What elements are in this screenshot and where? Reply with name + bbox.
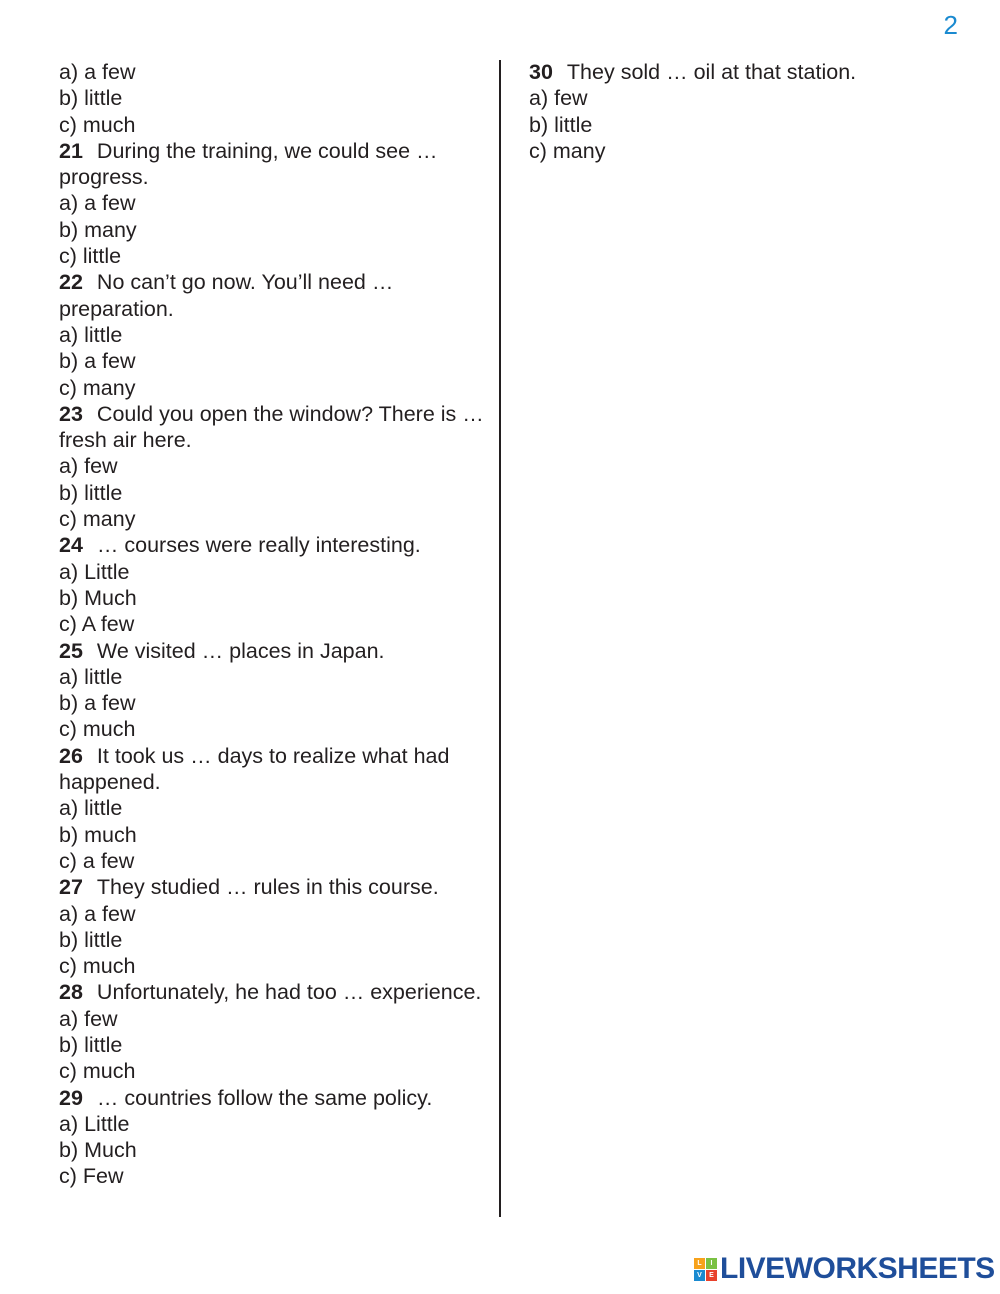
question-text: No can’t go now. You’ll need … preparation. <box>59 270 394 321</box>
question-stem <box>59 638 484 664</box>
question-27 <box>59 874 484 979</box>
question-number: 21 <box>59 138 83 163</box>
option: c) Few <box>59 1164 124 1189</box>
option: a) little <box>59 322 123 347</box>
brand-name: LIVEWORKSHEETS <box>720 1252 995 1285</box>
question-number: 24 <box>59 533 83 558</box>
question-stem <box>59 874 484 900</box>
logo-tile: I <box>706 1258 717 1269</box>
option: a) Little <box>59 559 130 584</box>
question-number: 26 <box>59 743 83 768</box>
question-text: We visited … places in Japan. <box>96 638 385 663</box>
option: a) few <box>59 1006 118 1031</box>
option: b) little <box>59 86 123 111</box>
logo-tile: E <box>706 1270 717 1281</box>
question-number: 23 <box>59 401 83 426</box>
option: a) little <box>59 796 123 821</box>
option: a) few <box>59 454 118 479</box>
option: c) many <box>529 138 606 163</box>
question-stem <box>59 532 484 558</box>
question-stem <box>59 1085 484 1111</box>
option: b) a few <box>59 691 136 716</box>
option: b) Much <box>59 1138 137 1163</box>
liveworksheets-logo-icon <box>694 1258 717 1281</box>
question-number: 22 <box>59 270 83 295</box>
option: c) many <box>59 375 136 400</box>
option: b) little <box>59 480 123 505</box>
question-29 <box>59 1085 484 1190</box>
question-25 <box>59 638 484 743</box>
right-column <box>529 59 959 164</box>
question-number: 29 <box>59 1085 83 1110</box>
question-number: 30 <box>529 60 553 84</box>
question-number: 27 <box>59 875 83 900</box>
question-stem <box>59 138 484 191</box>
option: a) a few <box>59 901 136 926</box>
question-stem <box>59 743 484 796</box>
option: c) a few <box>59 848 135 873</box>
option: c) much <box>59 112 136 137</box>
question-26 <box>59 743 484 874</box>
question-text: They studied … rules in this course. <box>96 875 439 900</box>
question-22 <box>59 269 484 400</box>
question-stem <box>59 401 484 454</box>
question-23 <box>59 401 484 532</box>
liveworksheets-brand[interactable] <box>694 1252 995 1286</box>
option: b) many <box>59 217 137 242</box>
question-stem <box>529 59 959 85</box>
option: c) A few <box>59 612 135 637</box>
option: b) a few <box>59 349 136 374</box>
column-divider <box>499 60 501 1217</box>
option: c) much <box>59 954 136 979</box>
option: c) many <box>59 507 136 532</box>
question-21 <box>59 138 484 269</box>
question-30 <box>529 59 959 164</box>
option: c) much <box>59 1059 136 1084</box>
option: b) much <box>59 822 137 847</box>
option: c) little <box>59 244 122 269</box>
option: b) Much <box>59 585 137 610</box>
question-stem <box>59 269 484 322</box>
question-24 <box>59 532 484 637</box>
option: b) little <box>59 927 123 952</box>
question-text: … courses were really interesting. <box>96 533 421 558</box>
option: a) a few <box>59 191 136 216</box>
question-text: … countries follow the same policy. <box>96 1085 433 1110</box>
question-number: 28 <box>59 980 83 1005</box>
option: a) little <box>59 664 123 689</box>
question-text: It took us … days to realize what had happened. <box>59 743 450 795</box>
question-number: 25 <box>59 638 83 663</box>
question-28 <box>59 979 484 1084</box>
question-text: Unfortunately, he had too … experience. <box>96 980 482 1005</box>
question-text: Could you open the window? There is … fresh air here. <box>59 401 484 453</box>
logo-tile: V <box>694 1270 705 1281</box>
option: c) much <box>59 717 136 742</box>
option: a) Little <box>59 1111 130 1136</box>
page-number: 2 <box>943 10 958 40</box>
question-text: During the training, we could see … progress. <box>59 138 438 190</box>
option: a) a few <box>59 60 136 84</box>
option: b) little <box>59 1032 123 1057</box>
option: a) few <box>529 86 588 111</box>
question-stem <box>59 979 484 1005</box>
question-text: They sold … oil at that station. <box>566 60 857 84</box>
logo-tile: L <box>694 1258 705 1269</box>
option: b) little <box>529 112 593 137</box>
left-column <box>59 59 484 1190</box>
